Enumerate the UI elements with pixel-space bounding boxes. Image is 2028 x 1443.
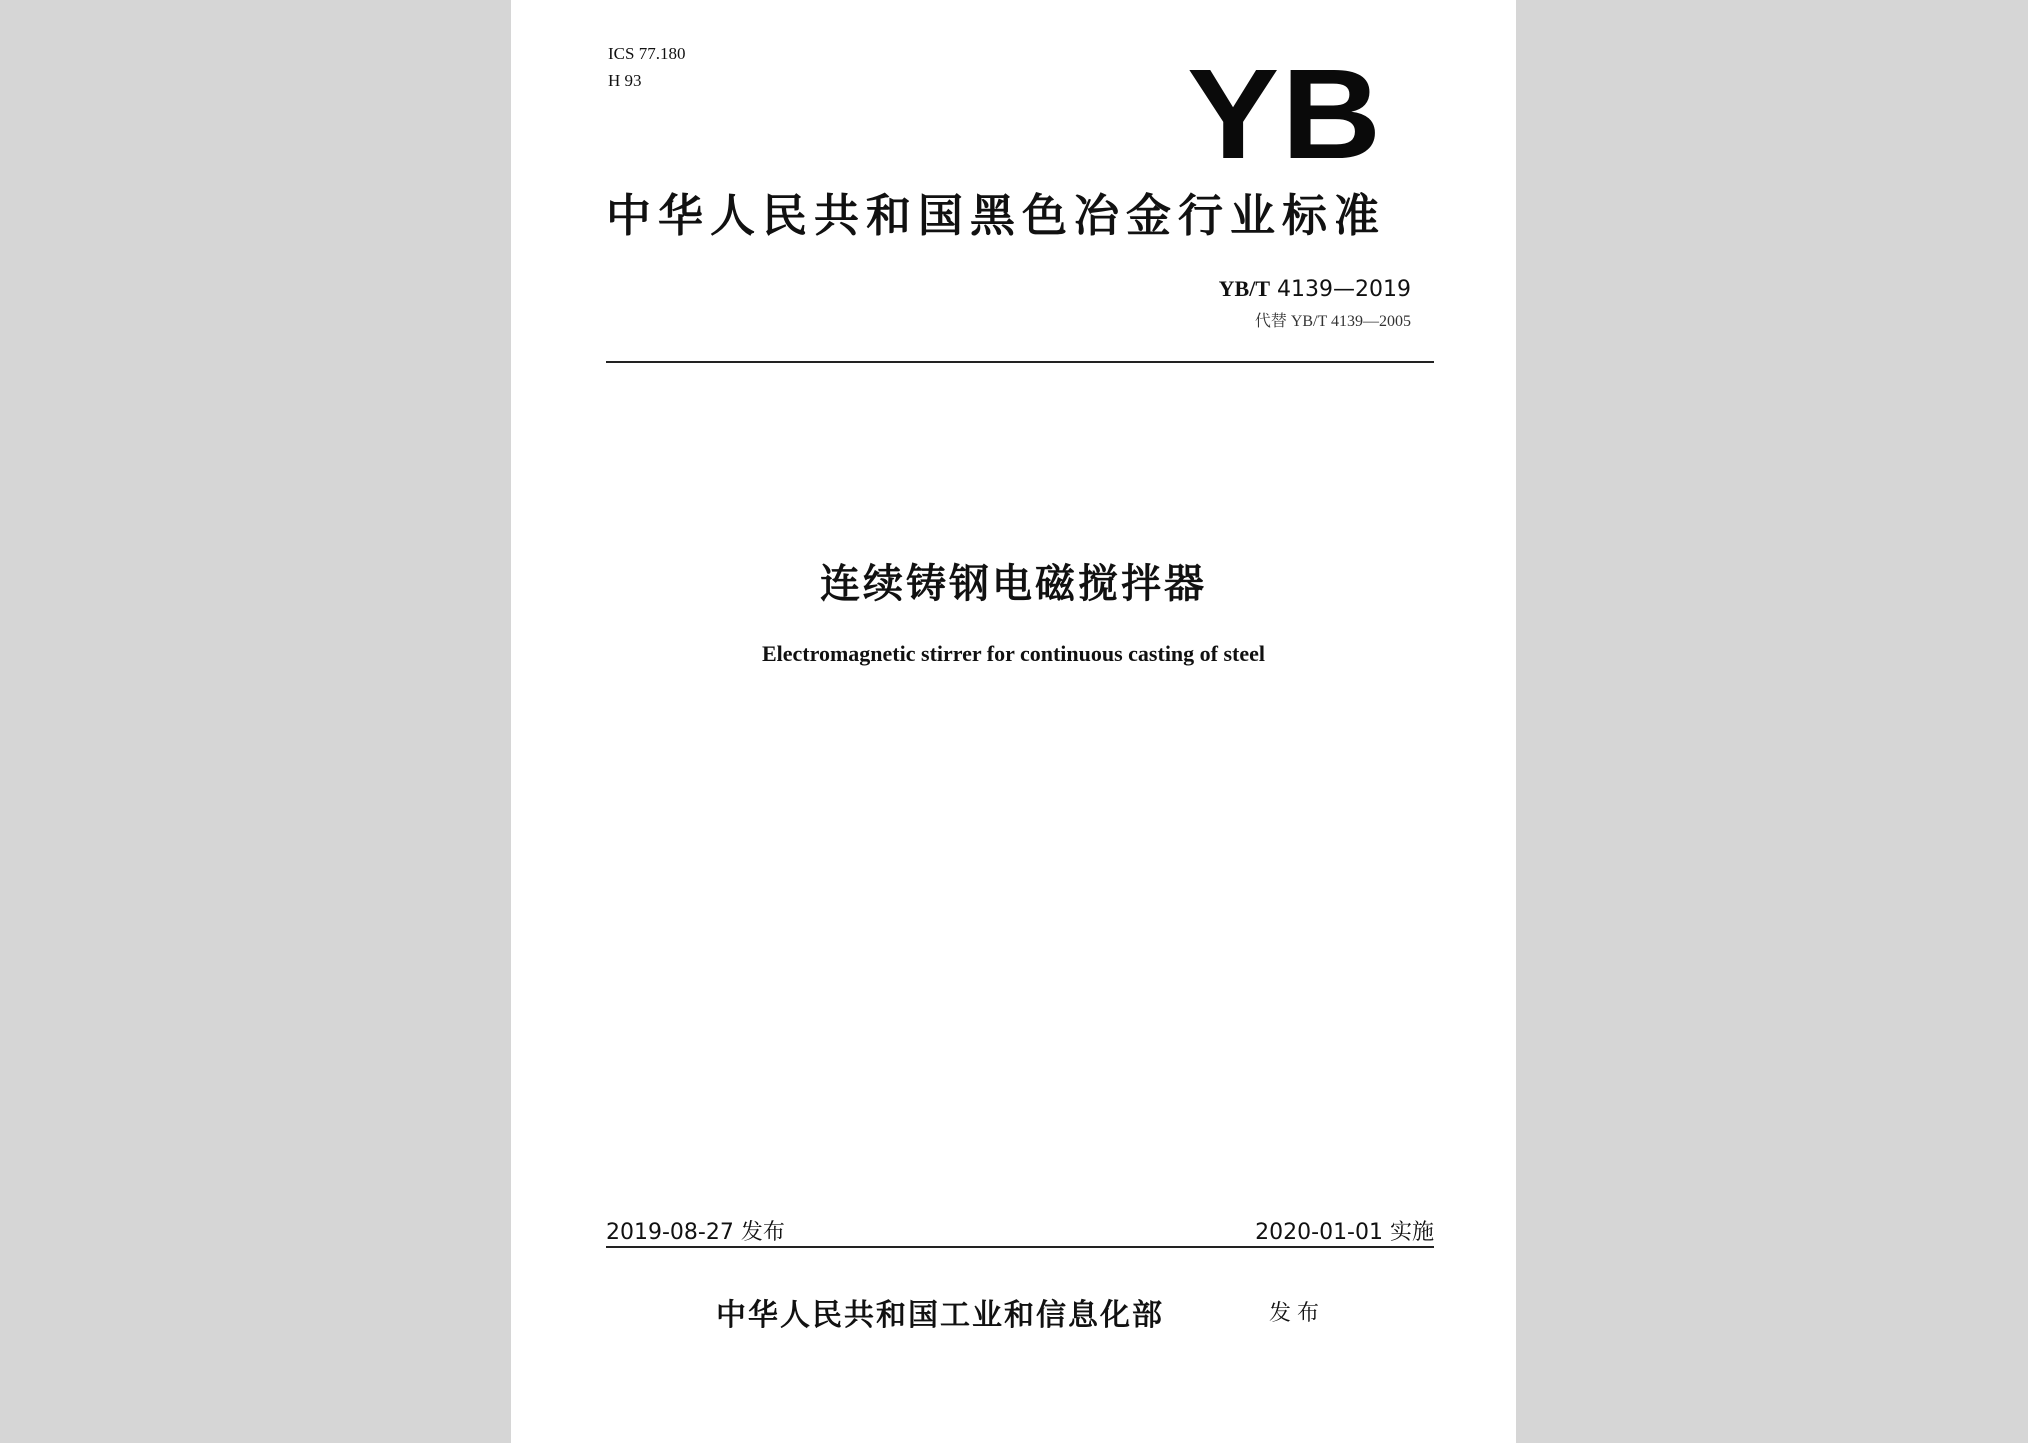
standard-number-rest: 4139—2019 — [1270, 277, 1411, 302]
replaces-standard: 代替 YB/T 4139—2005 — [1254, 313, 1411, 330]
issuer-name: 中华人民共和国工业和信息化部 — [716, 1299, 1164, 1332]
standard-number-prefix: YB/T — [1218, 276, 1271, 301]
title-chinese: 连续铸钢电磁搅拌器 — [820, 561, 1207, 607]
ics-code: ICS 77.180 — [608, 44, 686, 63]
header-divider — [606, 361, 1434, 363]
standard-number — [1219, 276, 1411, 302]
footer-divider — [606, 1246, 1434, 1248]
title-english: Electromagnetic stirrer for continuous casting of steel — [761, 641, 1266, 666]
release-date: 2019-08-27 发布 — [606, 1220, 785, 1245]
implementation-date: 2020-01-01 实施 — [1255, 1220, 1434, 1245]
yb-logo: YB — [1187, 43, 1384, 186]
issue-label: 发布 — [1269, 1300, 1326, 1325]
document-page — [511, 0, 1516, 1443]
ccs-code: H 93 — [608, 71, 642, 90]
organization-title: 中华人民共和国黑色冶金行业标准 — [606, 189, 1387, 242]
